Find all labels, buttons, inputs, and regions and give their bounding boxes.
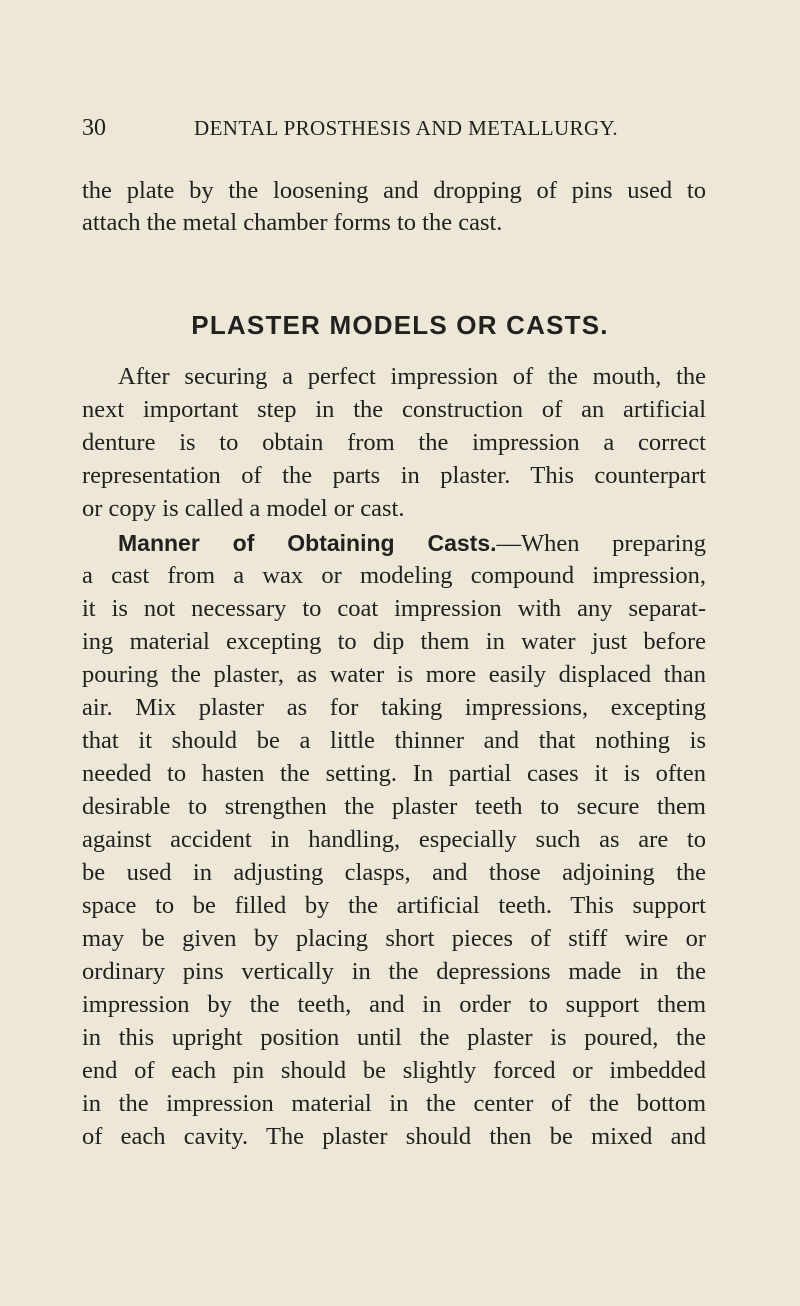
text-line: may be given by placing short pieces of stiff wire or <box>82 925 706 952</box>
text-line: representation of the parts in plaster. This counterpart <box>82 462 706 489</box>
text-line: the plate by the loosening and dropping of pins used to <box>82 177 706 204</box>
text-line: against accident in handling, especially such as are to <box>82 826 706 853</box>
text-line: or copy is called a model or cast. <box>82 495 405 522</box>
text-line: a cast from a wax or modeling compound impression, <box>82 562 706 589</box>
text-line: in this upright position until the plaster is poured, the <box>82 1024 706 1051</box>
text-line: pouring the plaster, as water is more easily displaced than <box>82 661 706 688</box>
text-line: of each cavity. The plaster should then be mixed and <box>82 1123 706 1150</box>
text-line: denture is to obtain from the impression a correct <box>82 429 706 456</box>
text-line: end of each pin should be slightly forced or imbedded <box>82 1057 706 1084</box>
text-line: After securing a perfect impression of the mouth, the <box>118 363 706 390</box>
text-line: desirable to strengthen the plaster teeth to secure them <box>82 793 706 820</box>
subsection-first-line-text: —When preparing <box>496 530 706 557</box>
text-line: be used in adjusting clasps, and those adjoining the <box>82 859 706 886</box>
running-head-title: DENTAL PROSTHESIS AND METALLURGY. <box>194 116 619 140</box>
text-line: ing material excepting to dip them in water just before <box>82 628 706 655</box>
text-line: space to be filled by the artificial teeth. This support <box>82 892 706 919</box>
text-line: air. Mix plaster as for taking impressions, excepting <box>82 694 706 721</box>
text-line: that it should be a little thinner and that nothing is <box>82 727 706 754</box>
subsection-first-line <box>118 526 706 561</box>
text-line: in the impression material in the center of the bottom <box>82 1090 706 1117</box>
text-line: next important step in the construction of an artificial <box>82 396 706 423</box>
text-line: it is not necessary to coat impression with any separat- <box>82 595 706 622</box>
page-number: 30 <box>82 115 106 141</box>
subsection-title: Manner of Obtaining Casts. <box>118 530 497 556</box>
section-heading: PLASTER MODELS OR CASTS. <box>191 310 609 340</box>
text-line: impression by the teeth, and in order to support them <box>82 991 706 1018</box>
text-line: ordinary pins vertically in the depressions made in the <box>82 958 706 985</box>
text-line: attach the metal chamber forms to the cast. <box>82 209 503 236</box>
text-line: needed to hasten the setting. In partial cases it is often <box>82 760 706 787</box>
running-head <box>82 112 722 148</box>
